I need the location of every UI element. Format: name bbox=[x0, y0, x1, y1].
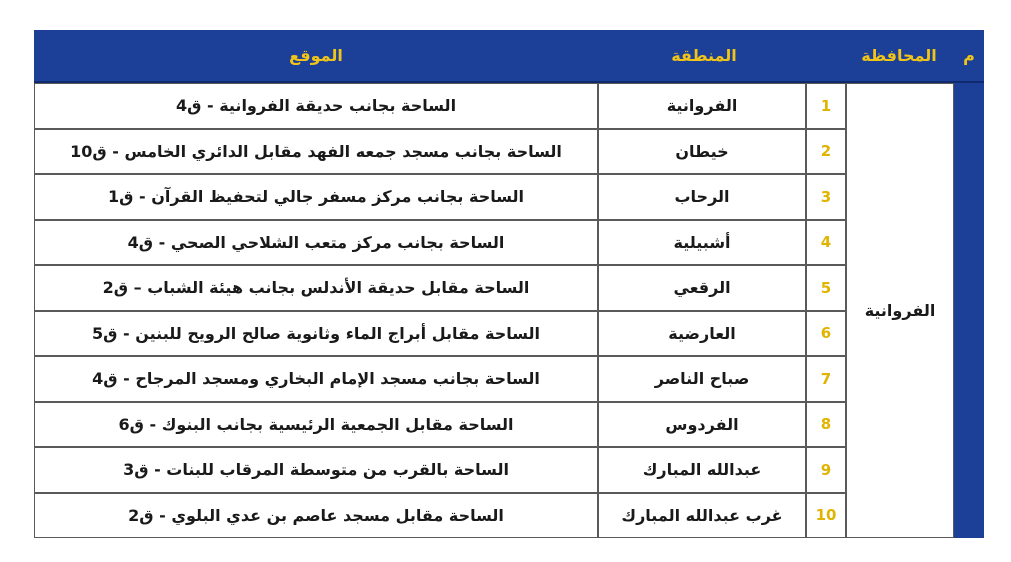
area-cell: غرب عبدالله المبارك bbox=[598, 493, 806, 539]
row-number-cell: 7 bbox=[806, 356, 846, 402]
area-cell: الرقعي bbox=[598, 265, 806, 311]
area-cell: عبدالله المبارك bbox=[598, 447, 806, 493]
header-governorate: المحافظة bbox=[861, 46, 937, 65]
locations-table bbox=[34, 30, 984, 538]
location-cell: الساحة مقابل مسجد عاصم بن عدي البلوي - ق2 bbox=[34, 493, 598, 539]
row-number-cell: 1 bbox=[806, 83, 846, 129]
location-cell: الساحة بجانب مركز مسفر جالي لتحفيظ القرآن - ق1 bbox=[34, 174, 598, 220]
location-cell: الساحة بجانب حديقة الفروانية - ق4 bbox=[34, 83, 598, 129]
area-cell: الفردوس bbox=[598, 402, 806, 448]
row-number-cell: 9 bbox=[806, 447, 846, 493]
location-cell: الساحة مقابل أبراج الماء وثانوية صالح الرويح للبنين - ق5 bbox=[34, 311, 598, 357]
header-area: المنطقة bbox=[671, 46, 737, 65]
location-cell: الساحة بجانب مسجد الإمام البخاري ومسجد المرجاح - ق4 bbox=[34, 356, 598, 402]
area-cell: أشبيلية bbox=[598, 220, 806, 266]
location-cell: الساحة بجانب مركز متعب الشلاحي الصحي - ق4 bbox=[34, 220, 598, 266]
row-number-cell: 6 bbox=[806, 311, 846, 357]
row-number-cell: 10 bbox=[806, 493, 846, 539]
location-cell: الساحة بجانب مسجد جمعه الفهد مقابل الدائري الخامس - ق10 bbox=[34, 129, 598, 175]
area-cell: الرحاب bbox=[598, 174, 806, 220]
row-number-cell: 3 bbox=[806, 174, 846, 220]
area-cell: الفروانية bbox=[598, 83, 806, 129]
row-number-cell: 2 bbox=[806, 129, 846, 175]
row-number-cell: 8 bbox=[806, 402, 846, 448]
area-cell: العارضية bbox=[598, 311, 806, 357]
header-number: م bbox=[963, 46, 975, 65]
table-header bbox=[34, 30, 984, 83]
area-cell: صباح الناصر bbox=[598, 356, 806, 402]
location-cell: الساحة مقابل حديقة الأندلس بجانب هيئة الشباب – ق2 bbox=[34, 265, 598, 311]
row-number-cell: 5 bbox=[806, 265, 846, 311]
governorate-cell: الفروانية bbox=[846, 83, 954, 538]
table-body bbox=[34, 83, 984, 538]
location-cell: الساحة مقابل الجمعية الرئيسية بجانب البنوك - ق6 bbox=[34, 402, 598, 448]
location-cell: الساحة بالقرب من متوسطة المرقاب للبنات - ق3 bbox=[34, 447, 598, 493]
area-cell: خيطان bbox=[598, 129, 806, 175]
header-location: الموقع bbox=[289, 46, 343, 65]
row-number-cell: 4 bbox=[806, 220, 846, 266]
